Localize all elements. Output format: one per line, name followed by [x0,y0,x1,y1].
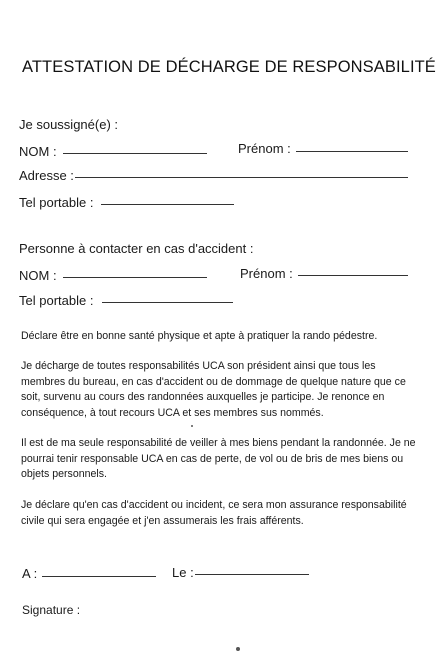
date-label: Le : [172,565,194,580]
contact-prenom-label: Prénom : [240,266,293,281]
adresse-label: Adresse : [19,168,74,183]
contact-nom-label: NOM : [19,268,57,283]
stray-mark [191,425,193,427]
place-label: A : [22,566,38,581]
contact-nom-field[interactable] [63,277,207,278]
signature-label: Signature : [22,603,81,617]
prenom-field[interactable] [296,151,408,152]
prenom-label: Prénom : [238,141,291,156]
soussigne-heading: Je soussigné(e) : [19,117,118,132]
insurance-paragraph: Je déclare qu'en cas d'accident ou incident, ce sera mon assurance responsabilité civile qui sera engagée et j'en assumerais les frais afférents. [21,499,407,527]
tel-field[interactable] [101,204,234,205]
page-title: ATTESTATION DE DÉCHARGE DE RESPONSABILITÉ [22,58,436,76]
bottom-stray-mark [236,647,240,651]
liability-waiver-paragraph: Je décharge de toutes responsabilités UCA son président ainsi que tous les membres du bureau, en cas d'accident ou de dommage de quelque nature que ce soit, survenu au cours des randonnées auxquelles je participe. Je renonce en conséquence, à tout recours UCA et ses membres sus nommés. [21,360,406,419]
contact-heading: Personne à contacter en cas d'accident : [19,241,254,256]
contact-tel-label: Tel portable : [19,293,94,308]
adresse-field[interactable] [75,177,408,178]
tel-label: Tel portable : [19,195,94,210]
nom-label: NOM : [19,144,57,159]
date-field[interactable] [195,574,309,575]
place-field[interactable] [42,576,156,577]
contact-tel-field[interactable] [102,302,233,303]
personal-belongings-paragraph: Il est de ma seule responsabilité de veiller à mes biens pendant la randonnée. Je ne pourrai tenir responsable UCA en cas de perte, de vol ou de bris de mes biens ou objets personnels. [21,437,416,480]
contact-prenom-field[interactable] [298,275,408,276]
health-declaration: Déclare être en bonne santé physique et apte à pratiquer la rando pédestre. [21,330,378,342]
nom-field[interactable] [63,153,207,154]
